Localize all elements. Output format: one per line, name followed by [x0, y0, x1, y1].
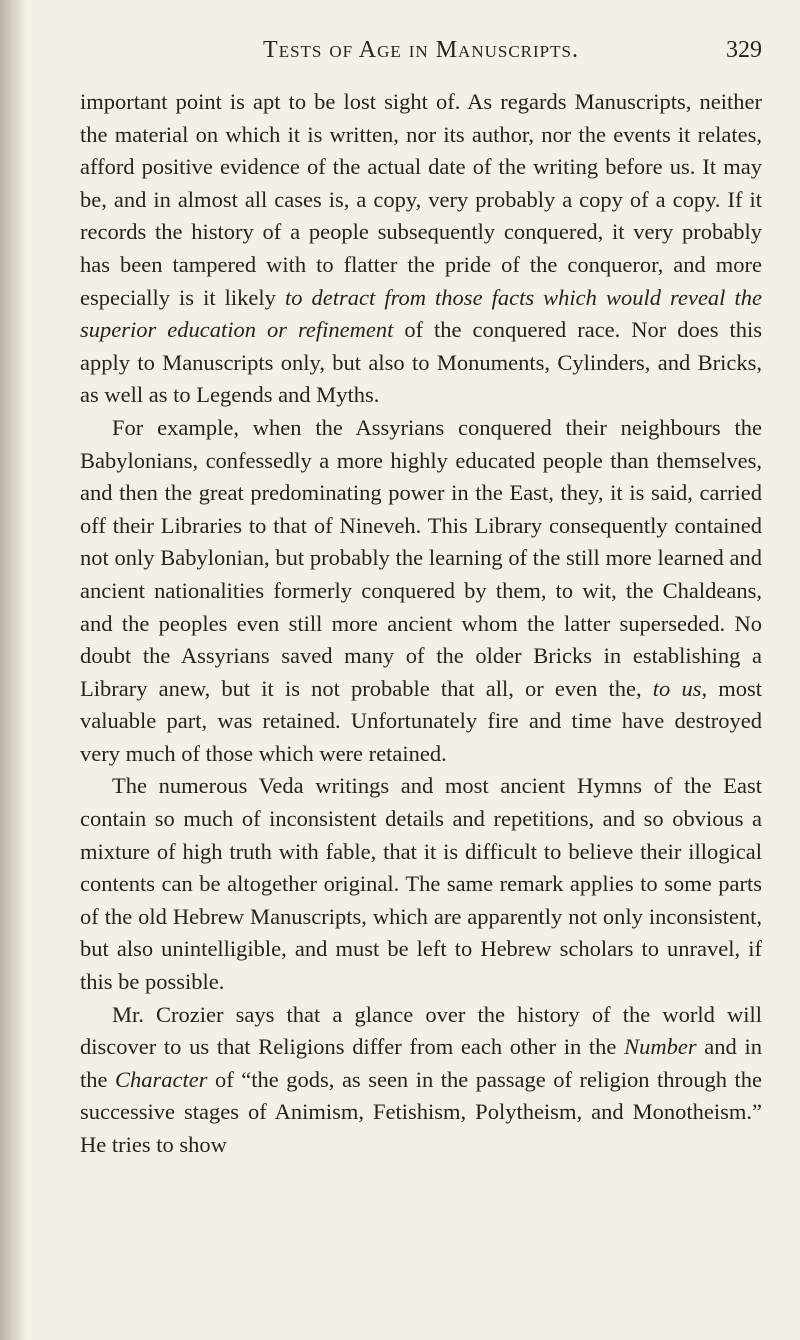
page-header — [80, 30, 762, 70]
italic-text-run: Character — [115, 1066, 208, 1092]
text-run: Mr. Crozier says that a glance over the history of the world will discover to us that Religions differ from each other in the — [80, 1001, 762, 1060]
paragraph-1 — [80, 86, 762, 412]
text-run: and in the — [80, 1034, 762, 1092]
binding-shadow — [0, 0, 26, 1340]
text-run: of “the gods, as seen in the passage of religion through the successive stages of Animism, Fetishism, Polytheism, and Monotheism.” He tries to show — [80, 1066, 762, 1157]
text-run: The numerous Veda writings and most ancient Hymns of the East contain so much of inconsistent details and repetitions, and so obvious a mixture of high truth with fable, that it is difficult to believe their illogical contents can be altogether original. The same remark applies to some parts of the old Hebrew Manuscripts, which are apparently not only inconsistent, but also unintelligible, and must be left to Hebrew scholars to unravel, if this be possible. — [80, 773, 762, 995]
italic-text-run: to detract from those facts which would reveal the superior education or refinement — [80, 284, 762, 343]
paragraph-4 — [80, 999, 762, 1162]
page-number: 329 — [726, 37, 762, 63]
text-run: For example, when the Assyrians conquered their neighbours the Babylonians, confessedly a more highly educated people than themselves, and then the great predominating power in the East, they, it is said, carried off their Libraries to that of Nineveh. This Library consequently contained not only Babylonian, but probably the learning of the still more learned and ancient nationalities formerly conquered by them, to wit, the Chaldeans, and the peoples even still more ancient whom the latter superseded. No doubt the Assyrians saved many of the older Bricks in establishing a Library anew, but it is not probable that all, or even the, — [80, 414, 762, 701]
paragraph-3 — [80, 770, 762, 998]
text-run: of the conquered race. Nor does this apply to Manuscripts only, but also to Monuments, Cylinders, and Bricks, as well as to Legends and Myths. — [80, 317, 762, 408]
paragraph-2 — [80, 412, 762, 771]
italic-text-run: Number — [624, 1034, 697, 1060]
body-text — [80, 86, 762, 1162]
italic-text-run: to us — [652, 675, 702, 701]
text-run: important point is apt to be lost sight of. As regards Manuscripts, neither the material on which it is written, nor its author, nor the events it relates, afford positive evidence of the actual date of the writing before us. It may be, and in almost all cases is, a copy, very probably a copy of a copy. If it records the history of a people subsequently conquered, it very probably has been tampered with to flatter the pride of the conqueror, and more especially is it likely — [80, 89, 762, 310]
running-head: Tests of Age in Manuscripts. — [263, 37, 579, 63]
text-run: , most valuable part, was retained. Unfortunately fire and time have destroyed very much of those which were retained. — [80, 675, 762, 766]
